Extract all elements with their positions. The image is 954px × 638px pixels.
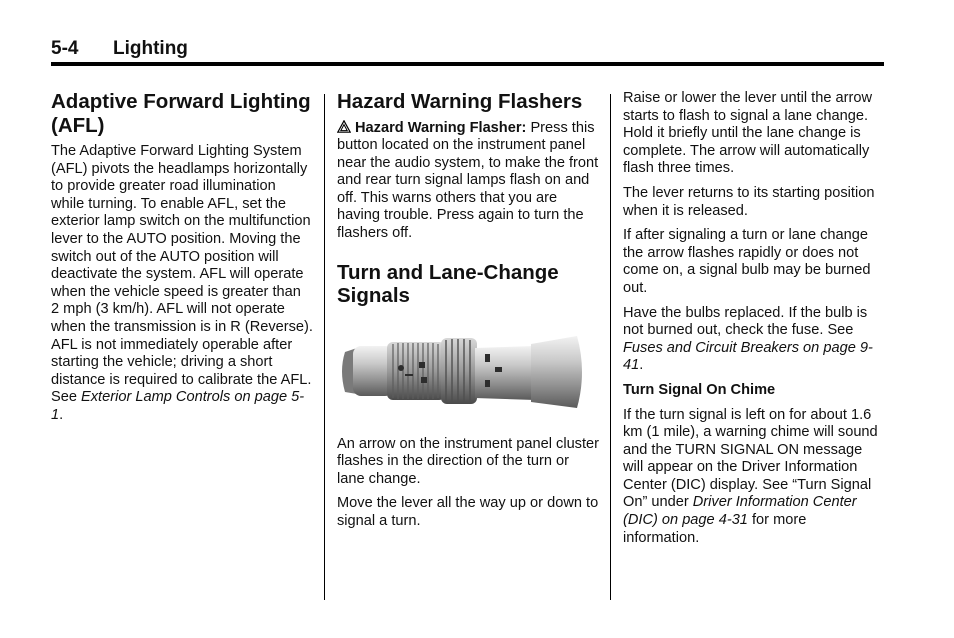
afl-heading: Adaptive Forward Lighting (AFL): [51, 90, 311, 137]
chime-end: for more information.: [623, 512, 807, 546]
lane-para-3: If after signaling a turn or lane change the arrow flashes rapidly or does not come on, a signal bulb may be burned out.: [623, 227, 871, 296]
dic-link[interactable]: Driver Information Center (DIC) on page 4-31: [623, 494, 857, 529]
lane-para-4: [623, 305, 885, 375]
fuses-link[interactable]: Fuses and Circuit Breakers on page 9-41: [623, 339, 873, 374]
chime-subheading: Turn Signal On Chime: [623, 381, 776, 398]
turn-signal-lever-illustration: [335, 322, 593, 420]
afl-link[interactable]: Exterior Lamp Controls on page 5-1: [51, 389, 305, 423]
afl-end: .: [59, 406, 64, 423]
afl-paragraph: [51, 143, 313, 425]
hazard-paragraph: [337, 120, 599, 243]
hazard-triangle-icon: [337, 120, 351, 133]
column-1: [51, 90, 313, 432]
page-number: 5-4: [51, 38, 79, 59]
section-title: Lighting: [113, 38, 188, 59]
turn-para-2: Move the lever all the way up or down to signal a turn.: [337, 495, 599, 530]
chime-paragraph: [623, 407, 885, 548]
lane-para-4-end: .: [639, 357, 644, 374]
turn-para-1: An arrow on the instrument panel cluster flashes in the direction of the turn or lane change.: [337, 435, 600, 487]
lane-para-2: The lever returns to its starting position when it is released.: [623, 184, 875, 219]
lane-para-4-text: Have the bulbs replaced. If the bulb is not burned out, check the fuse. See: [623, 304, 868, 339]
header-rule: [51, 62, 884, 66]
lane-para-1: Raise or lower the lever until the arrow starts to flash to signal a lane change. Hold it briefly until the lane change is complete. The arrow will automatically flash three times.: [623, 90, 873, 177]
page-header: [51, 38, 188, 60]
column-divider: [324, 94, 325, 600]
turn-signal-heading: Turn and Lane-Change Signals: [337, 260, 559, 308]
column-3: [623, 90, 885, 554]
column-divider: [610, 94, 611, 600]
hazard-label: Hazard Warning Flasher:: [355, 119, 527, 136]
hazard-heading: Hazard Warning Flashers: [337, 90, 583, 113]
hazard-body: Press this button located on the instrument panel near the audio system, to make the front and rear turn signal lamps flash on and off. This warns others that you are having trouble. Press again to turn the flashers off.: [337, 119, 599, 242]
column-2: [337, 90, 599, 538]
afl-body: The Adaptive Forward Lighting System (AFL) pivots the headlamps horizontally to provide greater road illumination while turning. To enable AFL, set the exterior lamp switch on the multifunction lever to the AUTO position. Moving the switch out of the AUTO position will deactivate the system. AFL will operate when the vehicle speed is greater than 2 mph (3 km/h). AFL will not operate when the transmission is in R (Reverse). AFL is not immediately operable after starting the vehicle; driving a short distance is required to calibrate the AFL. See: [51, 143, 313, 406]
chime-text: If the turn signal is left on for about 1.6 km (1 mile), a warning chime will sound and the TURN SIGNAL ON message will appear on the Driver Information Center (DIC) display. See “Turn Signal On” under: [623, 406, 878, 511]
